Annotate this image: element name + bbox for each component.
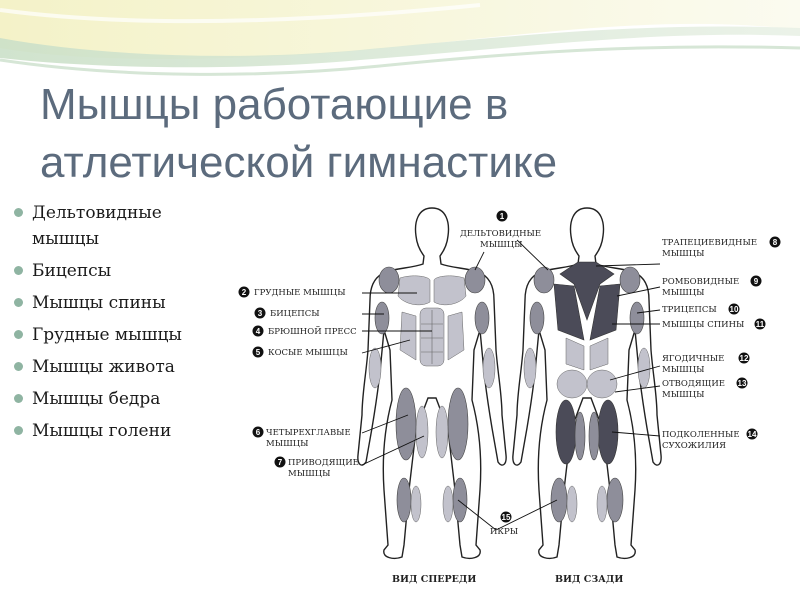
bullet-text: Мышцы живота — [32, 357, 175, 377]
bullet-dot-icon — [14, 330, 23, 339]
label-text-line2: МЫШЦЫ — [662, 390, 705, 400]
bullet-dot-icon — [14, 426, 23, 435]
label-12 — [662, 353, 750, 376]
label-2 — [239, 287, 346, 299]
bullet-dot-icon — [14, 266, 23, 275]
label-text-line1: КОСЫЕ МЫШЦЫ — [268, 348, 348, 358]
muscle-anatomy-diagram — [232, 200, 792, 598]
label-text-line1: ИКРЫ — [490, 527, 519, 537]
label-text-line1: ЯГОДИЧНЫЕ — [662, 354, 725, 364]
label-text-line2: СУХОЖИЛИЯ — [662, 441, 726, 451]
number-badge — [739, 353, 750, 364]
number-badge — [737, 378, 748, 389]
label-text-line2: МЫШЦЫ — [266, 439, 309, 449]
badge-number: 10 — [729, 305, 739, 314]
badge-number: 11 — [755, 320, 765, 329]
label-text-line2: МЫШЦЫ — [480, 240, 523, 250]
label-text-line1: ТРИЦЕПСЫ — [662, 305, 717, 315]
badge-number: 14 — [747, 430, 757, 439]
number-badge — [755, 319, 766, 330]
label-text-line2: МЫШЦЫ — [662, 288, 705, 298]
bullet-dot-icon — [14, 362, 23, 371]
front-view-label: ВИД СПЕРЕДИ — [392, 574, 477, 585]
label-text-line1: ТРАПЕЦИЕВИДНЫЕ — [662, 238, 758, 248]
title-line-2: атлетической гимнастике — [40, 138, 558, 187]
badge-number: 13 — [737, 379, 747, 388]
badge-number: 15 — [501, 513, 511, 522]
label-15 — [490, 512, 518, 538]
bullet-item — [14, 354, 224, 380]
label-text-line1: ОТВОДЯЩИЕ — [662, 379, 725, 389]
slide-title — [40, 76, 557, 192]
bullet-item — [14, 386, 224, 412]
label-text-line1: ПРИВОДЯЩИЕ — [288, 458, 359, 468]
title-line-1: Мышцы работающие в — [40, 80, 509, 129]
label-3 — [255, 308, 320, 320]
badge-number: 4 — [255, 327, 261, 336]
badge-number: 6 — [255, 428, 261, 437]
label-6 — [253, 427, 351, 450]
bullet-item — [14, 200, 224, 252]
label-text-line2: МЫШЦЫ — [662, 365, 705, 375]
bullet-item — [14, 418, 224, 444]
label-text-line1: БИЦЕПСЫ — [270, 309, 320, 319]
label-4 — [253, 325, 357, 337]
label-8 — [662, 237, 781, 260]
number-badge — [751, 276, 762, 287]
label-10 — [662, 304, 740, 316]
number-badge — [253, 347, 264, 358]
label-5 — [253, 347, 348, 359]
bullet-text: Грудные мышцы — [32, 325, 182, 345]
badge-number: 2 — [241, 288, 247, 297]
bullet-item — [14, 290, 224, 316]
label-text-line1: ЧЕТЫРЕХГЛАВЫЕ — [266, 428, 351, 438]
number-badge — [501, 512, 512, 523]
bullet-item — [14, 322, 224, 348]
number-badge — [239, 287, 250, 298]
number-badge — [275, 457, 286, 468]
badge-number: 1 — [499, 212, 505, 221]
number-badge — [747, 429, 758, 440]
bullet-dot-icon — [14, 298, 23, 307]
number-badge — [253, 326, 264, 337]
label-text-line2: МЫШЦЫ — [662, 249, 705, 259]
label-9 — [662, 276, 762, 299]
badge-number: 5 — [255, 348, 261, 357]
bullet-text: Мышцы голени — [32, 421, 172, 441]
badge-number: 7 — [277, 458, 283, 467]
bullet-dot-icon — [14, 394, 23, 403]
number-badge — [729, 304, 740, 315]
bullet-item — [14, 258, 224, 284]
label-1 — [460, 211, 541, 251]
number-badge — [770, 237, 781, 248]
muscle-bullet-list — [14, 200, 224, 450]
badge-number: 8 — [772, 238, 778, 247]
back-view-label: ВИД СЗАДИ — [555, 574, 624, 585]
label-text-line1: ГРУДНЫЕ МЫШЦЫ — [254, 288, 346, 298]
label-14 — [662, 429, 758, 452]
label-7 — [275, 457, 359, 480]
bullet-text: Бицепсы — [32, 261, 112, 281]
number-badge — [497, 211, 508, 222]
label-13 — [662, 378, 748, 401]
back-figure — [513, 208, 661, 558]
bullet-text: Дельтовидные мышцы — [32, 203, 162, 249]
number-badge — [253, 427, 264, 438]
label-text-line1: МЫШЦЫ СПИНЫ — [662, 320, 745, 330]
bullet-text: Мышцы бедра — [32, 389, 161, 409]
badge-number: 9 — [753, 277, 759, 286]
badge-number: 3 — [257, 309, 263, 318]
front-figure — [358, 208, 506, 558]
label-text-line1: ДЕЛЬТОВИДНЫЕ — [460, 229, 542, 239]
label-11 — [662, 319, 766, 331]
label-text-line1: БРЮШНОЙ ПРЕСС — [268, 327, 357, 337]
badge-number: 12 — [739, 354, 749, 363]
label-text-line2: МЫШЦЫ — [288, 469, 331, 479]
label-text-line1: ПОДКОЛЕННЫЕ — [662, 430, 740, 440]
number-badge — [255, 308, 266, 319]
bullet-dot-icon — [14, 208, 23, 217]
bullet-text: Мышцы спины — [32, 293, 166, 313]
label-text-line1: РОМБОВИДНЫЕ — [662, 277, 740, 287]
